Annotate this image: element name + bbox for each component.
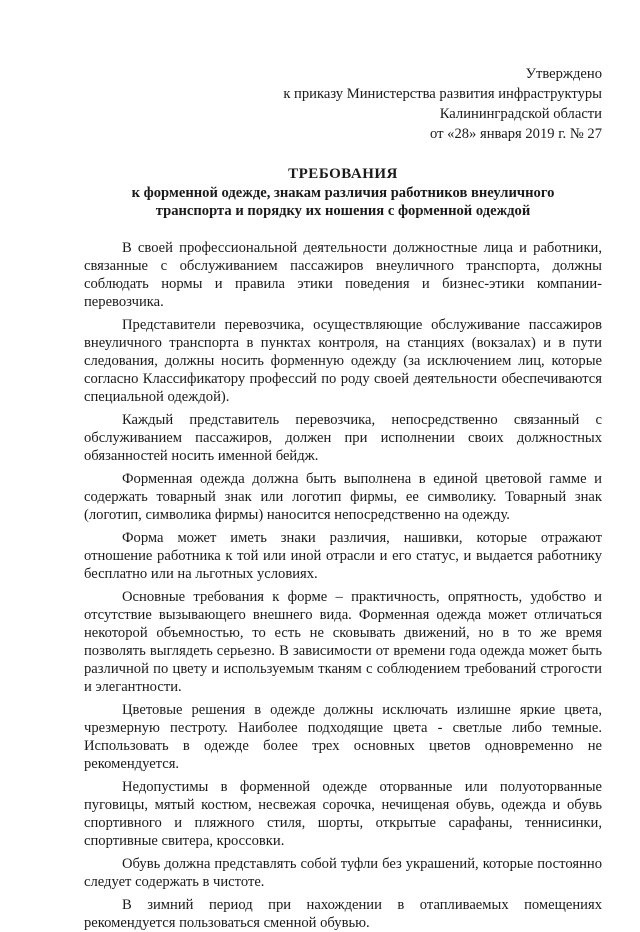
- paragraph: Каждый представитель перевозчика, непосредственно связанный с обслуживанием пассажиров, должен при исполнении своих должностных обязанностей носить именной бейдж.: [84, 412, 602, 464]
- approval-stamp: [84, 64, 602, 144]
- paragraph: Форменная одежда должна быть выполнена в единой цветовой гамме и содержать товарный знак или логотип фирмы, ее символику. Товарный знак (логотип, символика фирмы) наносится непосредственно на одежду.: [84, 471, 602, 523]
- paragraph: В своей профессиональной деятельности должностные лица и работники, связанные с обслуживанием пассажиров внеуличного транспорта, должны соблюдать нормы и правила этики поведения и бизнес-этики компании-перевозчика.: [84, 240, 602, 310]
- approval-line-approved: Утверждено: [525, 66, 602, 82]
- paragraph: Цветовые решения в одежде должны исключать излишне яркие цвета, чрезмерную пестроту. Наиболее подходящие цвета - светлые либо темные. Использовать в одежде более трех основных цветов одновременно не рекомендуется.: [84, 702, 602, 772]
- document-title: [84, 164, 602, 220]
- title-sub-line-1: к форменной одежде, знакам различия работников внеуличного: [131, 185, 555, 201]
- approval-line-date: от «28» января 2019 г. № 27: [430, 126, 602, 142]
- title-main: ТРЕБОВАНИЯ: [288, 166, 398, 182]
- paragraph: Форма может иметь знаки различия, нашивки, которые отражают отношение работника к той или иной отрасли и его статус, и выдается работнику бесплатно или на льготных условиях.: [84, 530, 602, 582]
- approval-line-order: к приказу Министерства развития инфраструктуры: [283, 86, 602, 102]
- paragraph: Основные требования к форме – практичность, опрятность, удобство и отсутствие вызывающего внешнего вида. Форменная одежда может отличаться некоторой объемностью, то есть не сковывать движений, но в то же время позволять выглядеть серьезно. В зависимости от времени года одежда может быть различной по цвету и используемым тканям с соблюдением требований строгости и элегантности.: [84, 589, 602, 695]
- paragraph: Представители перевозчика, осуществляющие обслуживание пассажиров внеуличного транспорта в пунктах контроля, на станциях (вокзалах) и в пути следования, должны носить форменную одежду (за исключением лиц, которые согласно Классификатору профессий по роду своей деятельности обеспечиваются специальной одеждой).: [84, 317, 602, 405]
- paragraph: В зимний период при нахождении в отапливаемых помещениях рекомендуется пользоваться сменной обувью.: [84, 897, 602, 931]
- paragraph: Недопустимы в форменной одежде оторванные или полуоторванные пуговицы, мятый костюм, несвежая сорочка, нечищеная обувь, одежда и обувь спортивного и пляжного стиля, шорты, открытые сарафаны, теннисинки, спортивные свитера, кроссовки.: [84, 779, 602, 849]
- approval-line-region: Калининградской области: [439, 106, 602, 122]
- document-body: [84, 239, 602, 932]
- paragraph: Обувь должна представлять собой туфли без украшений, которые постоянно следует содержать в чистоте.: [84, 856, 602, 890]
- title-sub-line-2: транспорта и порядку их ношения с форменной одеждой: [155, 203, 531, 219]
